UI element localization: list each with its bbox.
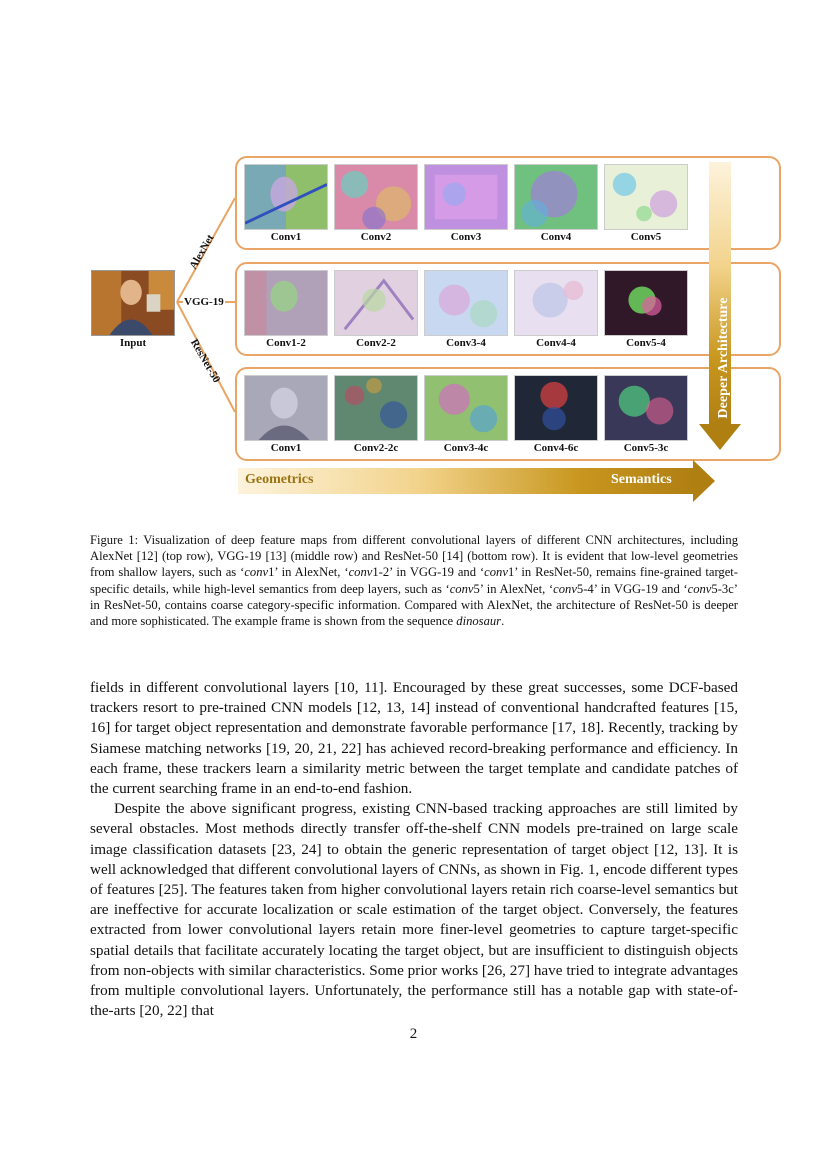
thumb-label: Conv2 bbox=[360, 231, 392, 243]
feature-map-image bbox=[334, 270, 418, 336]
thumb-label: Conv5-4 bbox=[626, 337, 666, 349]
caption-italic: dinosaur bbox=[456, 614, 502, 629]
paragraph-2: Despite the above significant progress, existing CNN-based tracking approaches are still limited by several obstacles. Most methods directly transfer off-the-shelf CNN models pre-trained on large scale image classification datasets [23, 24] to obtain the generic representation of target object [12, 13]. It is well acknowledged that different convolutional layers of CNNs, as shown in Fig. 1, encode different types of features [25]. The features taken from higher convolutional layers retain rich coarse-level semantics but are ineffective for accurate localization or scale estimation of the target object. Conversely, the features extracted from lower convolutional layers retain more finer-level geometries to capture target-specific spatial details that facilitate accurately locating the target object, but are insufficient to distinguish objects from non-objects with similar characteristics. Some prior works [26, 27] have tried to integrate advantages from multiple convolutional layers. Unfortunately, the performance still has a notable gap with state-of-the-arts [20, 22] that bbox=[90, 800, 738, 1020]
feature-map-vgg19-1 bbox=[244, 270, 328, 349]
caption-text: 1-2’ in VGG-19 and ‘ bbox=[372, 565, 485, 580]
caption-italic: conv bbox=[553, 581, 577, 596]
feature-map-alexnet-2 bbox=[334, 164, 418, 243]
thumb-label: Conv5 bbox=[630, 231, 662, 243]
thumb-label: Conv5-3c bbox=[623, 442, 669, 454]
feature-map-resnet50-5 bbox=[604, 375, 688, 454]
feature-map-image bbox=[424, 375, 508, 441]
feature-map-vgg19-3 bbox=[424, 270, 508, 349]
thumb-label: Conv4-4 bbox=[536, 337, 576, 349]
feature-map-alexnet-3 bbox=[424, 164, 508, 243]
semantics-label: Semantics bbox=[611, 472, 672, 487]
caption-italic: conv bbox=[687, 581, 712, 596]
feature-map-vgg19-5 bbox=[604, 270, 688, 349]
feature-map-alexnet-4 bbox=[514, 164, 598, 243]
thumb-label: Conv4-6c bbox=[533, 442, 579, 454]
caption-italic: conv bbox=[244, 565, 269, 580]
feature-map-vgg19-2 bbox=[334, 270, 418, 349]
feature-map-image bbox=[334, 164, 418, 230]
input-image bbox=[91, 270, 175, 336]
thumb-label: Conv1-2 bbox=[266, 337, 306, 349]
row-alexnet bbox=[235, 156, 781, 250]
caption-text: 1’ in AlexNet, ‘ bbox=[268, 565, 349, 580]
net-label-resnet50: ResNet-50 bbox=[187, 337, 223, 385]
input-label: Input bbox=[119, 337, 147, 349]
feature-map-image bbox=[424, 270, 508, 336]
feature-map-image bbox=[514, 270, 598, 336]
feature-map-resnet50-4 bbox=[514, 375, 598, 454]
thumb-label: Conv3 bbox=[450, 231, 482, 243]
caption-text: . bbox=[501, 614, 505, 629]
page-number: 2 bbox=[409, 1026, 418, 1042]
geometrics-arrow-head bbox=[693, 460, 715, 502]
figure-caption bbox=[90, 532, 738, 629]
caption-text: 5-4’ in VGG-19 and ‘ bbox=[576, 581, 688, 596]
caption-text: 1’ in ResNet-50, remains fine-grained target-specific details, while high-level semantics from deep layers, such as ‘ bbox=[90, 565, 739, 596]
feature-map-image bbox=[244, 164, 328, 230]
paragraph-1: fields in different convolutional layers [10, 11]. Encouraged by these great successes, some DCF-based trackers resort to pre-trained CNN models [12, 13, 14] instead of conventional handcrafted features [15, 16] for target object representation and demonstrate favorable performance [17, 18]. Recently, tracking by Siamese matching networks [19, 20, 21, 22] has achieved record-breaking performance and efficiency. In each frame, these trackers learn a similarity metric between the target template and candidate patches of the current searching frame in an end-to-end fashion. bbox=[90, 679, 738, 798]
thumb-label: Conv1 bbox=[270, 231, 302, 243]
feature-map-resnet50-3 bbox=[424, 375, 508, 454]
row-vgg19 bbox=[235, 262, 781, 356]
caption-italic: conv bbox=[348, 565, 373, 580]
feature-map-image bbox=[604, 164, 688, 230]
thumb-label: Conv1 bbox=[270, 442, 302, 454]
thumb-label: Conv3-4c bbox=[443, 442, 489, 454]
feature-map-image bbox=[514, 164, 598, 230]
feature-map-resnet50-2 bbox=[334, 375, 418, 454]
caption-text: 5-3c’ in ResNet-50, contains coarse category-specific information. Compared with AlexNet, the architecture of ResNet-50 is deeper and more sophisticated. The example frame is shown from the sequence bbox=[90, 581, 738, 629]
figure-1 bbox=[85, 150, 745, 500]
thumb-label: Conv2-2c bbox=[353, 442, 399, 454]
feature-map-image bbox=[604, 270, 688, 336]
feature-map-image bbox=[514, 375, 598, 441]
feature-map-image bbox=[244, 270, 328, 336]
thumb-label: Conv3-4 bbox=[446, 337, 486, 349]
body-text bbox=[90, 678, 738, 1021]
feature-map-vgg19-4 bbox=[514, 270, 598, 349]
net-label-alexnet: AlexNet bbox=[187, 232, 217, 272]
thumb-label: Conv2-2 bbox=[356, 337, 396, 349]
geometrics-label: Geometrics bbox=[245, 472, 314, 487]
thumb-label: Conv4 bbox=[540, 231, 572, 243]
caption-text: Figure 1: Visualization of deep feature maps from different convolutional layers of different CNN architectures, including AlexNet [12] (top row), VGG-19 [13] (middle row) and ResNet-50 [14] (bottom row). It is evident that low-level geometries from shallow layers, such as ‘ bbox=[90, 533, 738, 580]
caption-italic: conv bbox=[484, 565, 508, 580]
feature-map-image bbox=[244, 375, 328, 441]
feature-map-resnet50-1 bbox=[244, 375, 328, 454]
feature-map-alexnet-1 bbox=[244, 164, 328, 243]
deeper-architecture-label: Deeper Architecture bbox=[716, 297, 731, 419]
feature-map-image bbox=[334, 375, 418, 441]
feature-map-image bbox=[424, 164, 508, 230]
net-label-vgg19: VGG-19 bbox=[184, 296, 224, 308]
caption-text: 5’ in AlexNet, ‘ bbox=[473, 581, 554, 596]
feature-map-image bbox=[604, 375, 688, 441]
feature-map-alexnet-5 bbox=[604, 164, 688, 243]
caption-italic: conv bbox=[449, 581, 474, 596]
